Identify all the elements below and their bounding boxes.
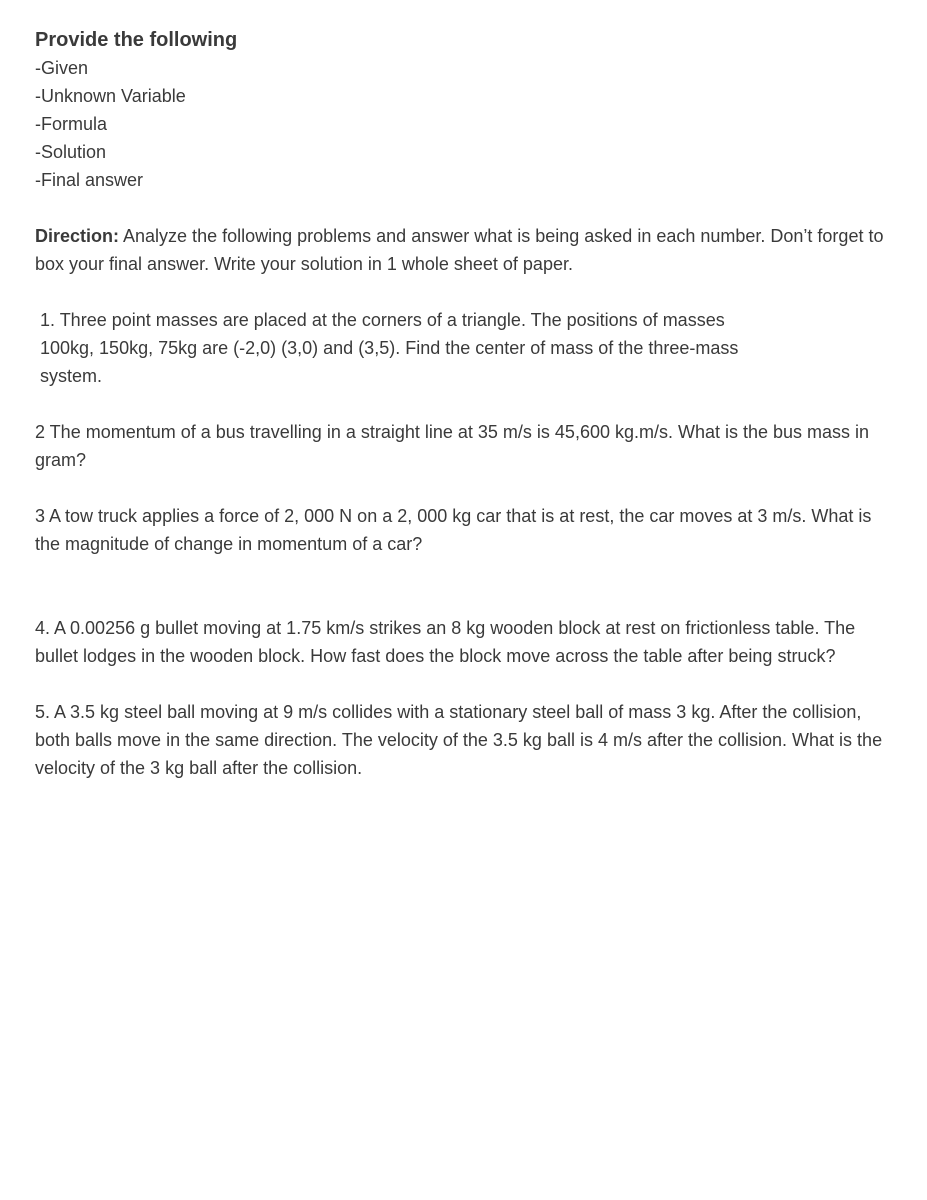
- problem-1-text: 1. Three point masses are placed at the corners of a triangle. The positions of masses 100kg, 150kg, 75kg are (-2,0) (3,0) and (3,5). Find the center of mass of the three-mass: [40, 310, 739, 358]
- requirement-final-answer: -Final answer: [35, 170, 144, 190]
- problem-4: 4. A 0.00256 g bullet moving at 1.75 km/s strikes an 8 kg wooden block at rest on frictionless table. The bullet lodges in the wooden block. How fast does the block move across the table after being struck?: [35, 618, 856, 666]
- requirements-list: [35, 54, 895, 194]
- document-page: [35, 26, 895, 782]
- problem-1: [35, 306, 740, 390]
- problem-2: 2 The momentum of a bus travelling in a straight line at 35 m/s is 45,600 kg.m/s. What is the bus mass in gram?: [35, 422, 870, 470]
- problem-3: 3 A tow truck applies a force of 2, 000 N on a 2, 000 kg car that is at rest, the car moves at 3 m/s. What is the magnitude of change in momentum of a car?: [35, 506, 872, 554]
- page-title: Provide the following: [35, 29, 238, 51]
- problem-5: 5. A 3.5 kg steel ball moving at 9 m/s collides with a stationary steel ball of mass 3 kg. After the collision, both balls move in the same direction. The velocity of the 3.5 kg ball is 4 m/s after the collision. What is the velocity of the 3 kg ball after the collision.: [35, 702, 883, 778]
- requirement-formula: -Formula: [35, 114, 108, 134]
- requirement-given: -Given: [35, 58, 89, 78]
- problem-1-text-continued: system.: [40, 366, 103, 386]
- direction-label: Direction:: [35, 226, 120, 246]
- direction-paragraph: [35, 222, 895, 278]
- direction-text: Analyze the following problems and answer what is being asked in each number. Don’t forget to box your final answer. Write your solution in 1 whole sheet of paper.: [35, 226, 884, 274]
- requirement-solution: -Solution: [35, 142, 107, 162]
- requirement-unknown-variable: -Unknown Variable: [35, 86, 186, 106]
